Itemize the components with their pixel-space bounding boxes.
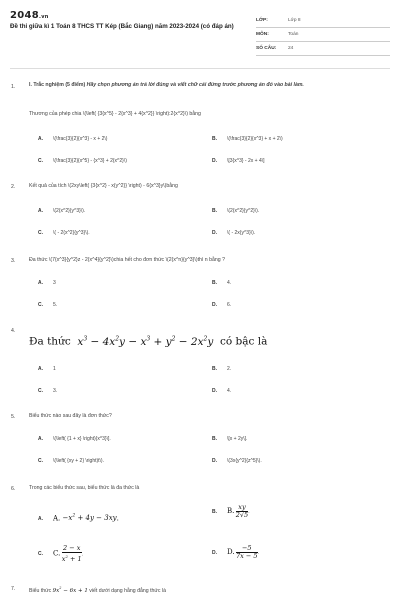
site-logo[interactable]: 2048.vn	[10, 10, 49, 21]
option-c[interactable]: C. \( - 2{x^2}{y^3}\).	[38, 230, 90, 236]
option-b[interactable]: B. \[x + 2y\].	[212, 436, 248, 442]
option-a[interactable]: A. \(\left( {1 + x} \right){x^3}\].	[38, 436, 111, 442]
question-1-text: Thương của phép chia \(\left( {3{x^5} - 2{x^3} + 4{x^2}} \right):2{x^2}\) bằng	[29, 111, 201, 117]
option-c[interactable]: C. 3.	[38, 388, 58, 394]
question-number: 5.	[11, 414, 16, 420]
option-b[interactable]: B. 4.	[212, 280, 232, 286]
question-3-text: Đa thức \(7{x^3}{y^2}z - 2{x^4}{y^2}\)chia hết cho đơn thức \(2{x^n}{y^3}\)thì n bằng ?	[29, 257, 225, 263]
option-a[interactable]: A. A. $-x^2 + 4y - 3xy$.	[38, 514, 119, 523]
option-c[interactable]: C. 5.	[38, 302, 58, 308]
option-a[interactable]: A. 1	[38, 366, 56, 372]
fraction-c: $\frac{2 - x}{x^2 + 1}$	[61, 544, 82, 564]
option-d[interactable]: D. D. $\frac{-5}{7x - 5}$ .	[212, 544, 259, 560]
question-1-instruction: I. Trắc nghiệm (5 điểm) Hãy chọn phương án trả lời đúng và viết chữ cái đứng trước phương án đó vào bài làm.	[29, 82, 304, 88]
option-d[interactable]: D. \(3x{y^2}{z^5}\).	[212, 458, 262, 464]
question-number: 2.	[11, 184, 16, 190]
question-6-text: Trong các biểu thức sau, biểu thức là đa thức là	[29, 485, 140, 491]
option-c[interactable]: C. C. $\frac{2 - x}{x^2 + 1}$ .	[38, 544, 84, 564]
polynomial-expression: $x^3 - 4x^2y - x^3 + y^2 - 2x^2y$	[77, 335, 214, 348]
option-b[interactable]: B. \(\frac{3}{2}{x^3} + x + 2\)	[212, 136, 283, 142]
question-2-text: Kết quả của tích \(2xy\left( {3{x^2} - x{y^2}} \right) - 6{x^3}y\)bằng	[29, 183, 178, 189]
meta-row-count: SỐ CÂU: 24	[256, 42, 390, 56]
option-b[interactable]: B. B. $\frac{xy}{2√5}$ .	[212, 503, 250, 519]
question-number: 6.	[11, 486, 16, 492]
question-number: 1.	[11, 84, 16, 90]
option-d[interactable]: D. \( - 2x{y^3}\).	[212, 230, 256, 236]
meta-row-subject: MÔN: Toán	[256, 28, 390, 42]
document-header	[10, 8, 390, 58]
option-c[interactable]: C. \(\frac{3}{2}{x^5} - {x^3} + 2{x^2}\)	[38, 158, 127, 164]
fraction-b: $\frac{xy}{2√5}$	[235, 503, 249, 519]
option-d[interactable]: D. 4.	[212, 388, 232, 394]
option-b[interactable]: B. 2.	[212, 366, 232, 372]
option-d[interactable]: D. \[3{x^3} - 2x + 4\]	[212, 158, 265, 164]
option-a[interactable]: A. \(\frac{3}{2}{x^3} - x + 2\)	[38, 136, 108, 142]
option-a[interactable]: A. \(2{x^2}{y^3}\).	[38, 208, 86, 214]
meta-table	[256, 14, 390, 56]
question-7-text: Biểu thức $9x^2 - 6x + 1$ viết dưới dạng hằng đẳng thức là	[29, 586, 166, 594]
question-number: 3.	[11, 258, 16, 264]
question-number: 4.	[11, 328, 16, 334]
meta-row-class: LỚP: Lớp 8	[256, 14, 390, 28]
question-5-text: Biểu thức nào sau đây là đơn thức?	[29, 413, 112, 419]
fraction-d: $\frac{-5}{7x - 5}$	[235, 544, 258, 560]
question-4-text: Đa thức $x^3 - 4x^2y - x^3 + y^2 - 2x^2y$ có bậc là	[29, 335, 268, 348]
question-number: 7.	[11, 586, 16, 592]
document-title: Đề thi giữa kì 1 Toán 8 THCS TT Kép (Bắc Giang) năm 2023-2024 (có đáp án)	[10, 23, 234, 30]
header-divider	[10, 68, 390, 69]
option-c[interactable]: C. \(\left( {xy + 2} \right)t\).	[38, 458, 104, 464]
option-b[interactable]: B. \(2{x^2}{y^2}\).	[212, 208, 260, 214]
option-a[interactable]: A. 3	[38, 280, 56, 286]
option-d[interactable]: D. 6.	[212, 302, 232, 308]
